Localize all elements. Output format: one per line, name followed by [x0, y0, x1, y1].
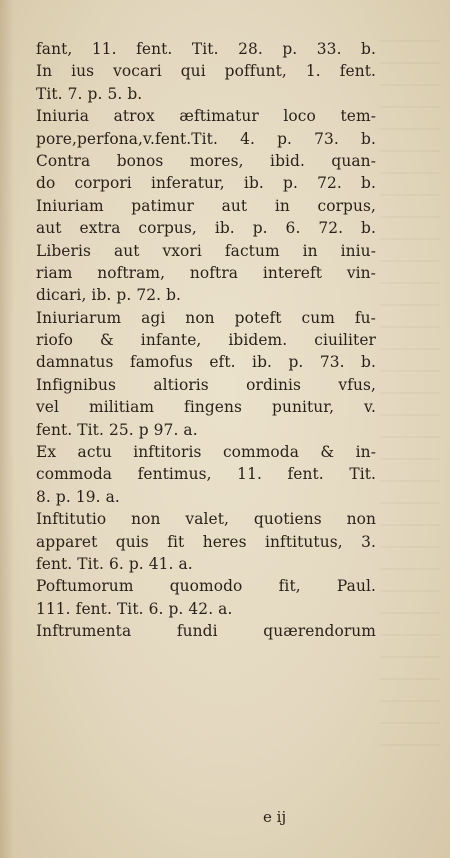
text-line: fent. Tit. 6. p. 41. a. — [36, 554, 193, 573]
text-line: In ius vocari qui poffunt, 1. fent. — [36, 62, 376, 81]
index-text-block — [36, 38, 376, 643]
text-line: Infignibus altioris ordinis vfus, — [36, 375, 376, 394]
text-line: apparet quis fit heres inftitutus, 3. — [36, 532, 376, 551]
text-line: dicari, ib. p. 72. b. — [36, 286, 182, 305]
text-line: Inftrumenta fundi quærendorum — [36, 622, 376, 641]
text-line: Contra bonos mores, ibid. quan- — [36, 151, 376, 170]
text-line: do corpori inferatur, ib. p. 72. b. — [36, 174, 376, 193]
text-line: Ex actu inftitoris commoda & in- — [36, 443, 376, 462]
text-line: vel militiam fingens punitur, v. — [36, 398, 376, 417]
text-line: Iniuriarum agi non poteft cum fu- — [36, 308, 376, 327]
text-line: pore,perfona,v.fent.Tit. 4. p. 73. b. — [36, 129, 376, 148]
text-line: Iniuriam patimur aut in corpus, — [36, 196, 376, 215]
text-line: Poftumorum quomodo fit, Paul. — [36, 577, 376, 596]
text-line: damnatus famofus eft. ib. p. 73. b. — [36, 353, 376, 372]
text-line: Tit. 7. p. 5. b. — [36, 84, 143, 103]
text-line: 8. p. 19. a. — [36, 487, 120, 506]
text-line: commoda fentimus, 11. fent. Tit. — [36, 465, 376, 484]
text-line: riofo & infante, ibidem. ciuiliter — [36, 331, 376, 350]
text-line: fent. Tit. 25. p 97. a. — [36, 420, 198, 439]
text-line: Inftitutio non valet, quotiens non — [36, 510, 376, 529]
signature-mark: e ij — [263, 808, 287, 826]
text-line: Liberis aut vxori factum in iniu- — [36, 241, 376, 260]
text-line: aut extra corpus, ib. p. 6. 72. b. — [36, 219, 376, 238]
text-line: Iniuria atrox æftimatur loco tem- — [36, 107, 376, 126]
bleed-through-texture — [380, 40, 440, 760]
text-line: fant, 11. fent. Tit. 28. p. 33. b. — [36, 40, 376, 58]
text-line: 111. fent. Tit. 6. p. 42. a. — [36, 599, 233, 618]
text-line: riam noftram, noftra intereft vin- — [36, 263, 376, 282]
